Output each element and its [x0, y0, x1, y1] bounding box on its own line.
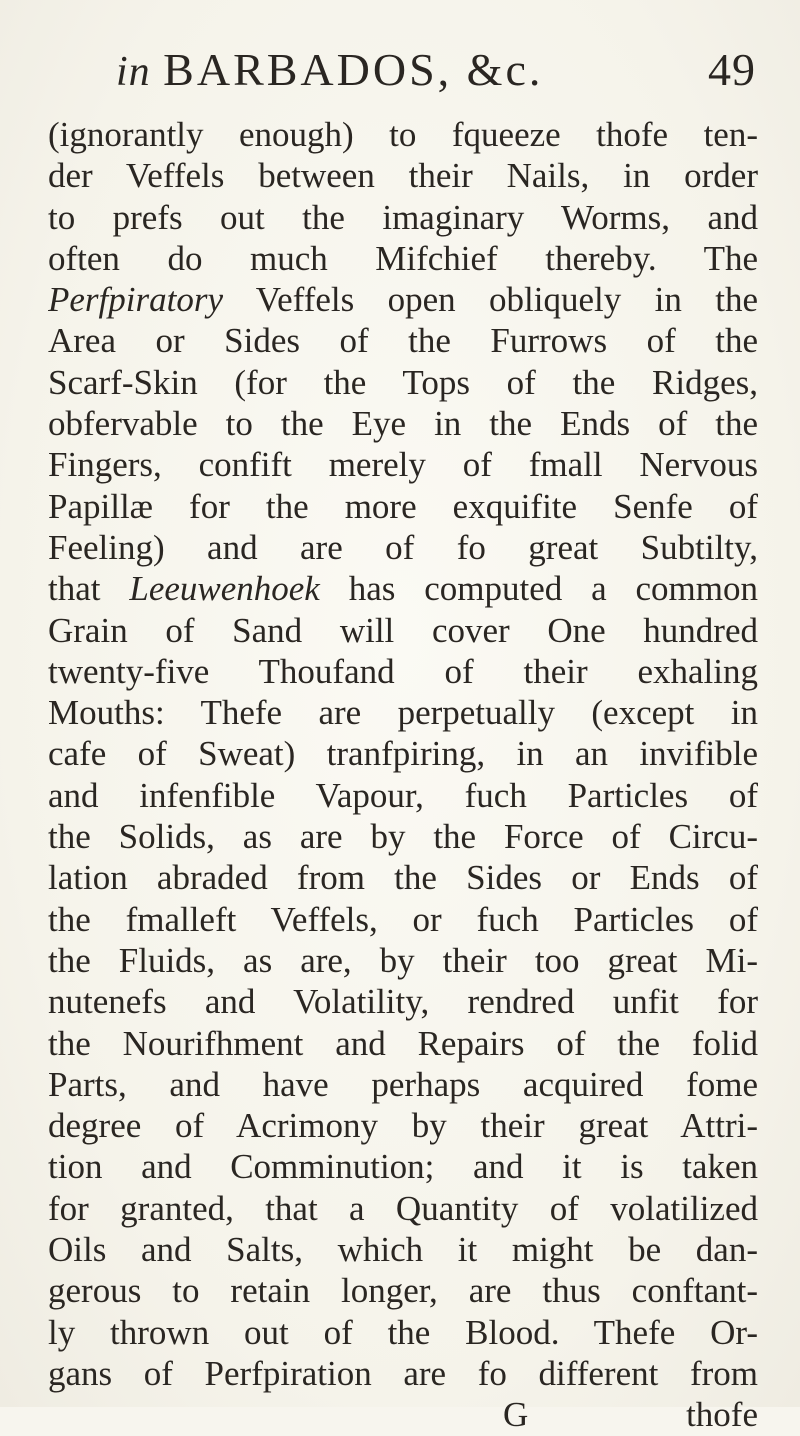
text-line: to prefs out the imaginary Worms, and — [48, 197, 758, 237]
text-line: ly thrown out of the Blood. Thefe Or- — [48, 1312, 758, 1352]
text-segment: has computed a common — [319, 569, 758, 609]
text-line: the Solids, as are by the Force of Circu- — [48, 817, 758, 857]
italic-name: Leeuwenhoek — [129, 569, 320, 609]
text-line: gerous to retain longer, are thus conftant- — [48, 1271, 758, 1311]
text-line — [48, 568, 758, 609]
catchword: thofe — [686, 1395, 758, 1435]
text-line: Parts, and have perhaps acquired fome — [48, 1064, 758, 1104]
text-line: Fingers, confift merely of fmall Nervous — [48, 445, 758, 485]
text-line: Area or Sides of the Furrows of the — [48, 321, 758, 361]
text-line: (ignorantly enough) to fqueeze thofe ten- — [48, 115, 758, 154]
running-head — [116, 40, 756, 100]
text-line: Scarf-Skin (for the Tops of the Ridges, — [48, 362, 758, 402]
text-line: the fmalleft Veffels, or fuch Particles of — [48, 899, 758, 939]
text-line: and infenfible Vapour, fuch Particles of — [48, 775, 758, 815]
running-head-title: BARBADOS, &c. — [163, 44, 544, 95]
signature-mark: G — [503, 1395, 529, 1435]
text-line: Mouths: Thefe are perpetually (except in — [48, 693, 758, 733]
text-line: twenty-five Thoufand of their exhaling — [48, 651, 758, 691]
text-line: degree of Acrimony by their great Attri- — [48, 1106, 758, 1146]
text-line: Grain of Sand will cover One hundred — [48, 610, 758, 650]
body-text — [48, 114, 758, 1436]
page-number: 49 — [708, 44, 756, 95]
text-line: nutenefs and Volatility, rendred unfit for — [48, 982, 758, 1022]
text-line — [48, 279, 758, 320]
text-line: Feeling) and are of fo great Subtilty, — [48, 527, 758, 567]
running-head-prefix: in — [116, 49, 151, 95]
text-line: der Veffels between their Nails, in order — [48, 156, 758, 196]
text-line: the Nourifhment and Repairs of the folid — [48, 1023, 758, 1063]
page-footer — [48, 1394, 758, 1435]
text-line: for granted, that a Quantity of volatilized — [48, 1188, 758, 1228]
text-segment: that — [48, 569, 130, 609]
text-line: often do much Mifchief thereby. The — [48, 238, 758, 278]
text-line: Oils and Salts, which it might be dan- — [48, 1230, 758, 1270]
text-segment: Veffels open obliquely in the — [222, 280, 758, 320]
text-line: lation abraded from the Sides or Ends of — [48, 858, 758, 898]
text-line: gans of Perfpiration are fo different from — [48, 1353, 758, 1393]
text-line: Papillæ for the more exquifite Senfe of — [48, 486, 758, 526]
italic-term: Perfpiratory — [48, 280, 223, 320]
text-line: tion and Comminution; and it is taken — [48, 1147, 758, 1187]
text-line: obfervable to the Eye in the Ends of the — [48, 404, 758, 444]
text-line: the Fluids, as are, by their too great Mi- — [48, 940, 758, 980]
text-line: cafe of Sweat) tranfpiring, in an invifible — [48, 734, 758, 774]
